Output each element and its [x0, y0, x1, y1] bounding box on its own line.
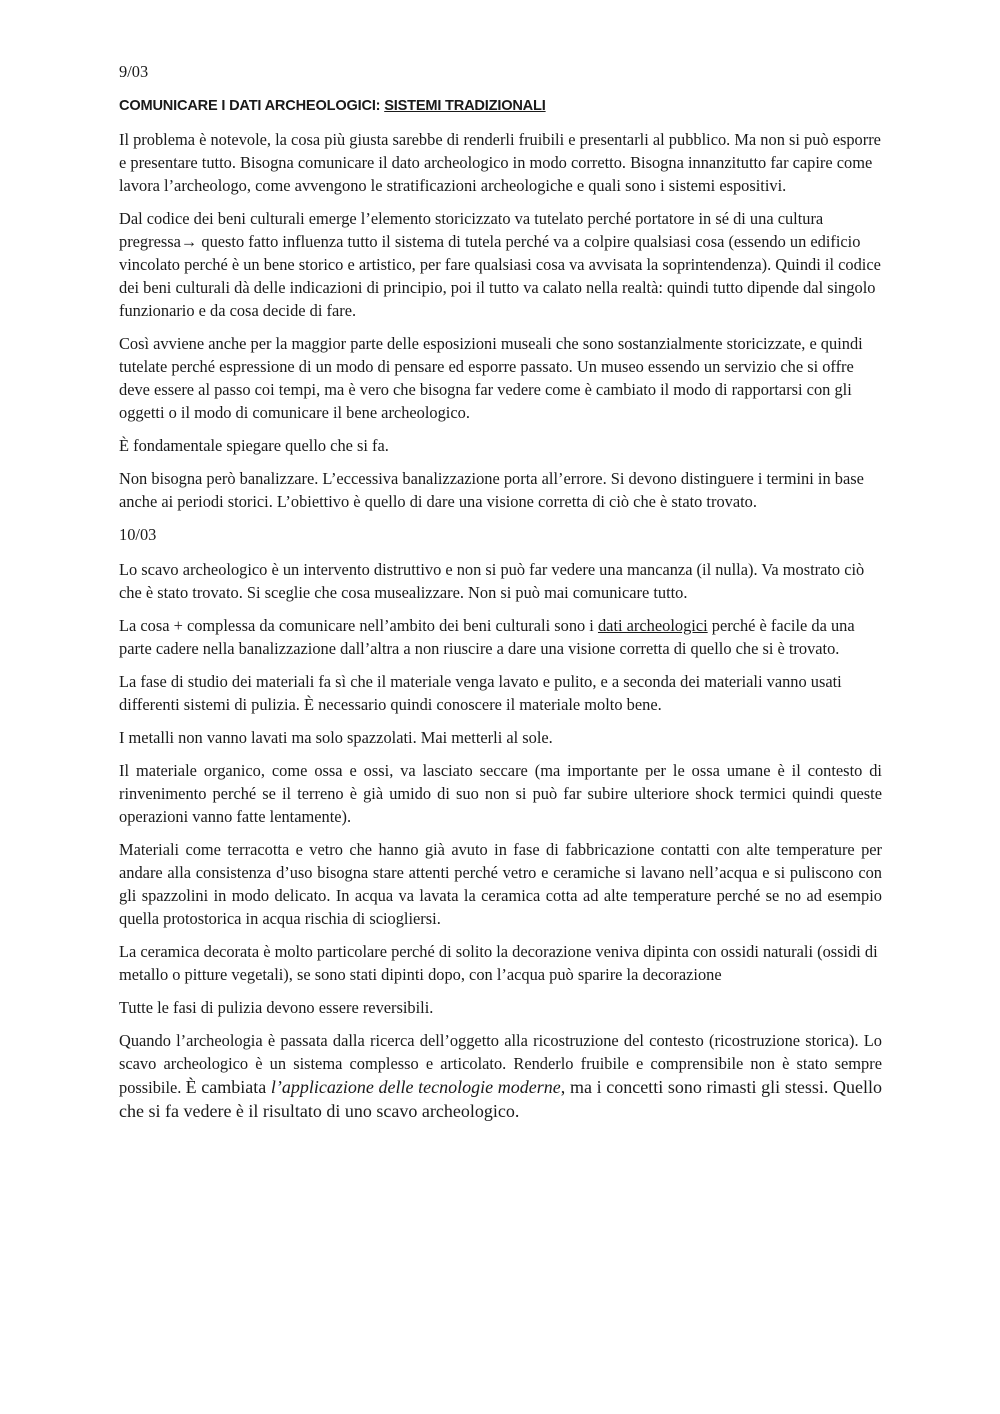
- paragraph: Lo scavo archeologico è un intervento distruttivo e non si può far vedere una mancanza (il nulla). Va mostrato ciò che è stato trovato. Si sceglie che cosa musealizzare. Non si può mai comunicare tutto.: [119, 560, 865, 602]
- italic-phrase: l’applicazione delle tecnologie moderne: [270, 1077, 561, 1097]
- paragraph-text: È cambiata: [185, 1077, 271, 1097]
- paragraph: [119, 614, 882, 660]
- underlined-term: dati archeologici: [597, 616, 708, 635]
- section-title: [119, 95, 882, 118]
- paragraph: Il materiale organico, come ossa e ossi, va lasciato seccare (ma importante per le ossa umane è il contesto di rinvenimento perché se il terreno è già umido di suo non si può far subire ulteriore shock termici quindi queste operazioni vanno fatte lentamente).: [119, 761, 882, 826]
- paragraph-text: Quando l’archeologia è passata dalla ricerca dell’oggetto alla ricostruzione del contesto (ricostruzione storica). Lo scavo archeologico è un sistema complesso e articolato. Renderlo fruibile e comprensibile non è stato sempre possibile.: [119, 1031, 882, 1097]
- paragraph: La ceramica decorata è molto particolare perché di solito la decorazione veniva dipinta con ossidi naturali (ossidi di metallo o pitture vegetali), se sono stati dipinti dopo, con l’acqua può sparire la decorazione: [119, 942, 878, 984]
- paragraph: La fase di studio dei materiali fa sì che il materiale venga lavato e pulito, e a seconda dei materiali vanno usati differenti sistemi di pulizia. È necessario quindi conoscere il materiale molto bene.: [119, 672, 842, 714]
- paragraph: È fondamentale spiegare quello che si fa.: [119, 436, 389, 455]
- paragraph: Materiali come terracotta e vetro che hanno già avuto in fase di fabbricazione contatti con alte temperature per andare alla consistenza d’uso bisogna stare attenti perché vetro e ceramiche si lavano nell’acqua e si puliscono con gli spazzolini in modo delicato. In acqua va lavata la ceramica cotta ad alte temperature perché se no ad esempio quella protostorica in acqua rischia di sciogliersi.: [119, 840, 882, 928]
- paragraph-text: , ma i concetti sono rimasti gli stessi. Quello che si fa vedere è il risultato di uno scavo archeologico.: [119, 1077, 882, 1121]
- section-title-main: COMUNICARE I DATI ARCHEOLOGICI:: [119, 98, 385, 114]
- date-heading: 9/03: [119, 62, 149, 81]
- paragraph: Il problema è notevole, la cosa più giusta sarebbe di renderli fruibili e presentarli al pubblico. Ma non si può esporre e presentare tutto. Bisogna comunicare il dato archeologico in modo corretto. Bisogna innanzitutto far capire come lavora l’archeologo, come avvengono le stratificazioni archeologiche e quali sono i sistemi espositivi.: [119, 130, 881, 195]
- paragraph: Dal codice dei beni culturali emerge l’elemento storicizzato va tutelato perché portatore in sé di una cultura pregressa→ questo fatto influenza tutto il sistema di tutela perché va a colpire qualsiasi cosa (essendo un edificio vincolato perché è un bene storico e artistico, per fare qualsiasi cosa va avvisata la soprintendenza). Quindi il codice dei beni culturali dà delle indicazioni di principio, poi il tutto va calato nella realtà: quindi tutto dipende dal singolo funzionario e da cosa decide di fare.: [119, 209, 881, 320]
- paragraph: Tutte le fasi di pulizia devono essere reversibili.: [119, 998, 434, 1017]
- paragraph: I metalli non vanno lavati ma solo spazzolati. Mai metterli al sole.: [119, 728, 553, 747]
- paragraph-text: perché è facile da una parte cadere nella banalizzazione dall’altra a non riuscire a dare una visione corretta di quello che si è trovato.: [119, 616, 855, 658]
- paragraph: Così avviene anche per la maggior parte delle esposizioni museali che sono sostanzialmente storicizzate, e quindi tutelate perché espressione di un modo di pensare ed esporre passato. Un museo essendo un servizio che si offre deve essere al passo coi tempi, ma è vero che bisogna far vedere come è cambiato il modo di rapportarsi con gli oggetti o il modo di comunicare il bene archeologico.: [119, 334, 863, 422]
- section-title-underlined: SISTEMI TRADIZIONALI: [384, 98, 546, 114]
- date-heading: 10/03: [119, 525, 157, 544]
- paragraph: Non bisogna però banalizzare. L’eccessiva banalizzazione porta all’errore. Si devono distinguere i termini in base anche ai periodi storici. L’obiettivo è quello di dare una visione corretta di ciò che è stato trovato.: [119, 469, 864, 511]
- paragraph: [119, 1029, 882, 1123]
- paragraph-text: La cosa + complessa da comunicare nell’ambito dei beni culturali sono i: [119, 616, 598, 635]
